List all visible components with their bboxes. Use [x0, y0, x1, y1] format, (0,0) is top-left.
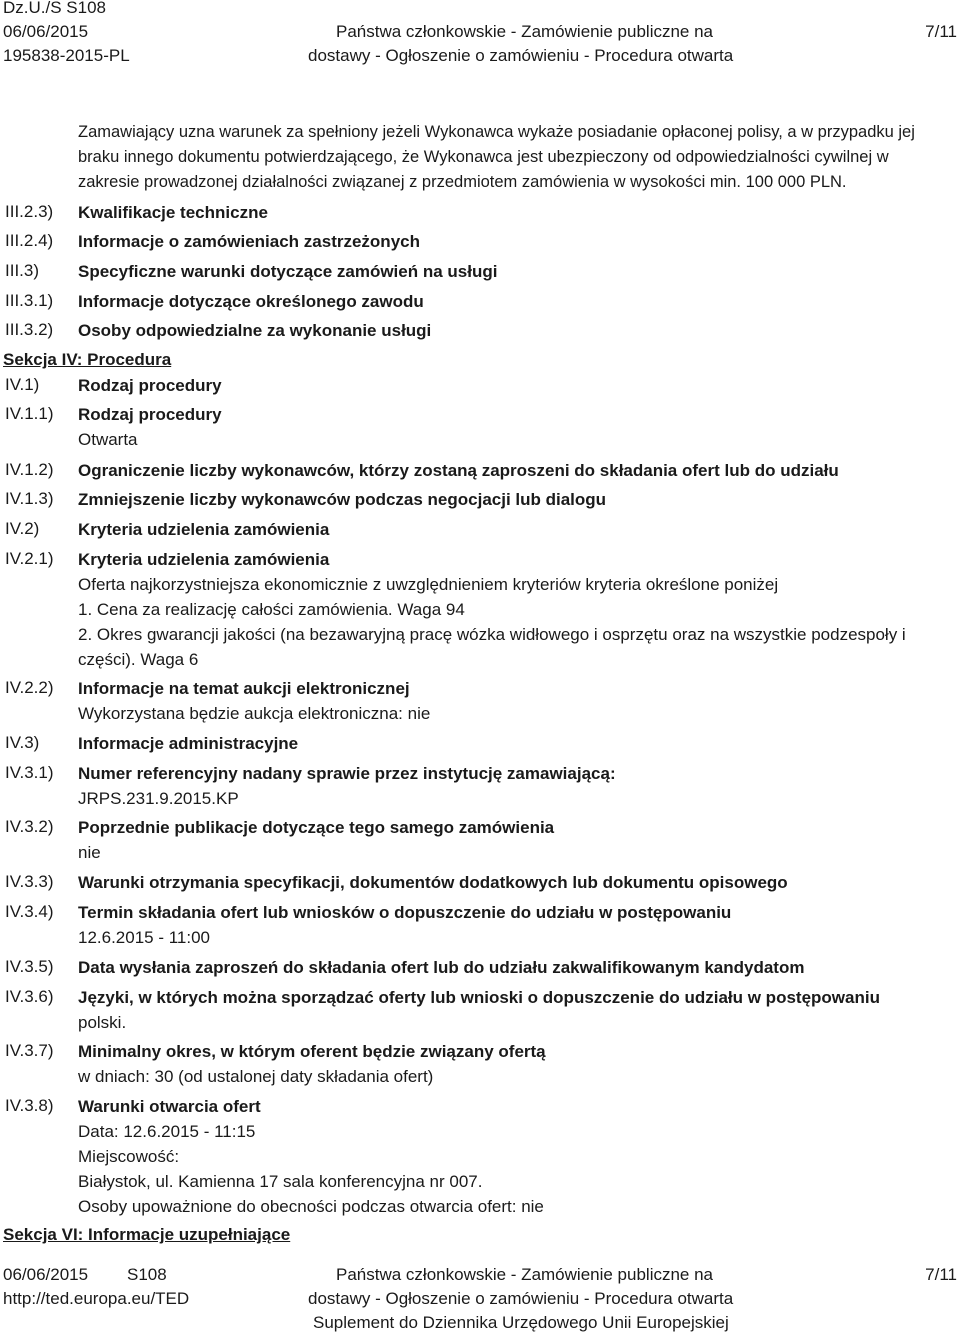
header-title-line2: dostawy - Ogłoszenie o zamówieniu - Procedura otwarta: [308, 46, 734, 65]
section-number: IV.3.8): [5, 1096, 54, 1115]
section-title: Informacje o zamówieniach zastrzeżonych: [78, 232, 420, 251]
section-title: Kwalifikacje techniczne: [78, 203, 268, 222]
section-body: [78, 815, 954, 865]
section-number: IV.3.2): [5, 817, 54, 836]
footer-series: S108: [127, 1265, 167, 1284]
criteria-intro: Oferta najkorzystniejsza ekonomicznie z uwzględnieniem kryteriów kryteria określone poniżej: [78, 575, 779, 594]
section-number: IV.2): [5, 519, 40, 538]
section-title: Informacje na temat aukcji elektronicznej: [78, 679, 410, 698]
section-title: Poprzednie publikacje dotyczące tego samego zamówienia: [78, 818, 555, 837]
footer-page: 7/11: [925, 1265, 957, 1284]
opening-place: Białystok, ul. Kamienna 17 sala konferencyjna nr 007.: [78, 1172, 483, 1191]
section-title: Informacje administracyjne: [78, 734, 299, 753]
footer-title-line1: Państwa członkowskie - Zamówienie publiczne na: [336, 1265, 714, 1284]
section-title: Zmniejszenie liczby wykonawców podczas negocjacji lub dialogu: [78, 490, 607, 509]
section-body: [78, 1039, 954, 1089]
section-body: [78, 900, 954, 950]
opening-date: Data: 12.6.2015 - 11:15: [78, 1122, 256, 1141]
intro-paragraph: Zamawiający uzna warunek za spełniony jeżeli Wykonawca wykaże posiadanie opłaconej polisy, a w przypadku jej braku innego dokumentu potwierdzającego, że Wykonawca jest ubezpieczony od odpowiedzialności cywilnej w zakresie prowadzonej działalności związanej z przedmiotem zamówienia w wysokości min. 100 000 PLN.: [78, 123, 915, 191]
header-page: 7/11: [925, 22, 957, 41]
reference-number: JRPS.231.9.2015.KP: [78, 789, 239, 808]
criterion-1: 1. Cena za realizację całości zamówienia. Waga 94: [78, 600, 465, 619]
footer-title-line2: dostawy - Ogłoszenie o zamówieniu - Procedura otwarta: [308, 1289, 734, 1308]
section-title: Minimalny okres, w którym oferent będzie związany ofertą: [78, 1042, 546, 1061]
section-title: Termin składania ofert lub wniosków o dopuszczenie do udziału w postępowaniu: [78, 903, 732, 922]
section-number: IV.1.2): [5, 460, 54, 479]
section-body: [78, 676, 954, 726]
section-number: IV.3.1): [5, 763, 54, 782]
section-body: [78, 761, 954, 811]
footer-url[interactable]: http://ted.europa.eu/TED: [3, 1289, 190, 1308]
section-number: III.3.2): [5, 320, 54, 339]
section-number: III.3): [5, 261, 40, 280]
section-heading-iv: Sekcja IV: Procedura: [3, 350, 172, 369]
section-number: IV.1): [5, 375, 40, 394]
section-value: Wykorzystana będzie aukcja elektroniczna: nie: [78, 704, 431, 723]
section-title: Języki, w których można sporządzać oferty lub wnioski o dopuszczenie do udziału w postępowaniu: [78, 988, 880, 1007]
section-title: Informacje dotyczące określonego zawodu: [78, 292, 424, 311]
section-number: III.3.1): [5, 291, 54, 310]
section-number: IV.3.3): [5, 872, 54, 891]
section-title: Specyficzne warunki dotyczące zamówień na usługi: [78, 262, 498, 281]
section-number: IV.3.6): [5, 987, 54, 1006]
section-number: III.2.4): [5, 231, 54, 250]
section-number: IV.3.4): [5, 902, 54, 921]
criterion-2: 2. Okres gwarancji jakości (na bezawaryjną pracę wózka widłowego i osprzętu oraz na wszystkie podzespoły i części). Waga 6: [78, 625, 906, 669]
section-value: Otwarta: [78, 430, 138, 449]
section-number: IV.1.1): [5, 404, 54, 423]
section-title: Kryteria udzielenia zamówienia: [78, 550, 330, 569]
section-title: Rodzaj procedury: [78, 405, 222, 424]
section-title: Data wysłania zaproszeń do składania ofert lub do udziału zakwalifikowanym kandydatom: [78, 958, 805, 977]
language-value: polski.: [78, 1013, 127, 1032]
section-number: IV.3.5): [5, 957, 54, 976]
header-doc-id: 195838-2015-PL: [3, 46, 130, 65]
section-heading-vi: Sekcja VI: Informacje uzupełniające: [3, 1225, 291, 1244]
opening-persons: Osoby upoważnione do obecności podczas otwarcia ofert: nie: [78, 1197, 544, 1216]
footer-date: 06/06/2015: [3, 1265, 89, 1284]
section-title: Rodzaj procedury: [78, 376, 222, 395]
opening-place-label: Miejscowość:: [78, 1147, 180, 1166]
deadline-value: 12.6.2015 - 11:00: [78, 928, 211, 947]
footer-title-line3: Suplement do Dziennika Urzędowego Unii Europejskiej: [313, 1313, 729, 1332]
section-body: [78, 402, 954, 452]
section-body: [78, 985, 954, 1035]
section-body: [78, 1094, 954, 1219]
section-number: III.2.3): [5, 202, 54, 221]
section-number: IV.2.1): [5, 549, 54, 568]
section-number: IV.1.3): [5, 489, 54, 508]
section-title: Numer referencyjny nadany sprawie przez instytucję zamawiającą:: [78, 764, 616, 783]
section-number: IV.3.7): [5, 1041, 54, 1060]
section-number: IV.3): [5, 733, 40, 752]
section-title: Warunki otwarcia ofert: [78, 1097, 261, 1116]
section-value: nie: [78, 843, 101, 862]
section-title: Ograniczenie liczby wykonawców, którzy zostaną zaproszeni do składania ofert lub do udziału: [78, 461, 839, 480]
section-title: Warunki otrzymania specyfikacji, dokumentów dodatkowych lub dokumentu opisowego: [78, 873, 788, 892]
header-title-line1: Państwa członkowskie - Zamówienie publiczne na: [336, 22, 714, 41]
journal-ref: Dz.U./S S108: [3, 0, 106, 17]
section-title: Kryteria udzielenia zamówienia: [78, 520, 330, 539]
header-date: 06/06/2015: [3, 22, 89, 41]
section-title: Osoby odpowiedzialne za wykonanie usługi: [78, 321, 432, 340]
section-body: [78, 547, 948, 672]
section-number: IV.2.2): [5, 678, 54, 697]
section-value: w dniach: 30 (od ustalonej daty składania ofert): [78, 1067, 434, 1086]
